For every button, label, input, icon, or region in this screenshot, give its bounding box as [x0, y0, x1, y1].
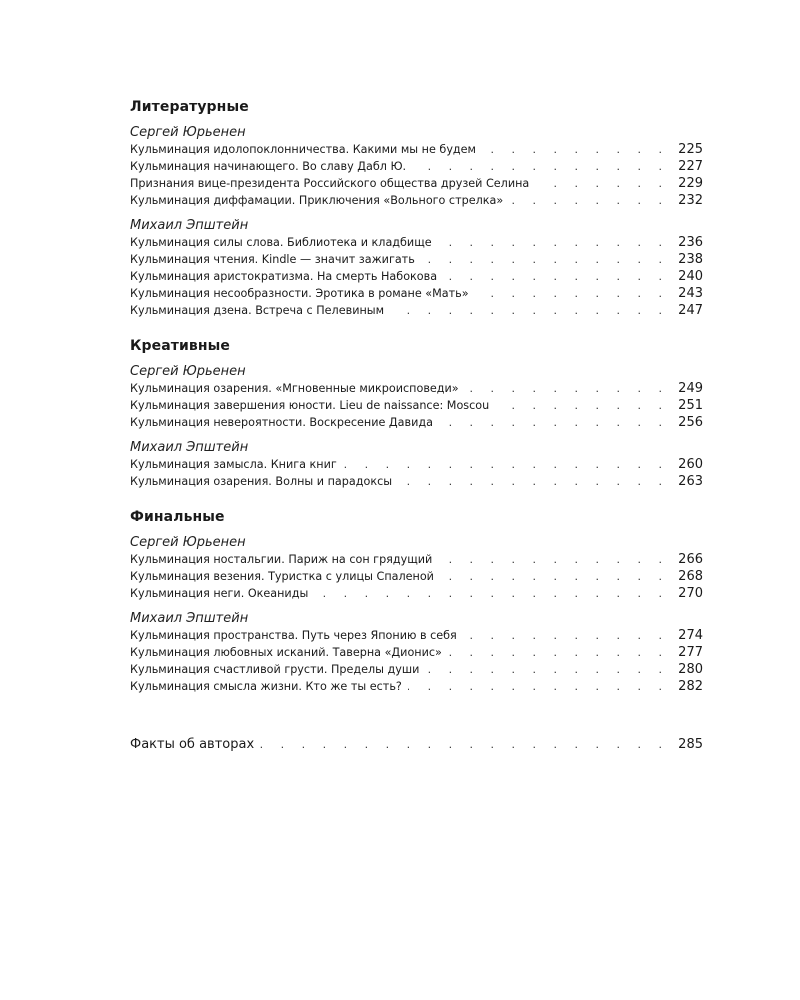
dot-leader — [495, 397, 669, 414]
toc-section — [130, 337, 703, 490]
author-name: Михаил Эпштейн — [130, 611, 249, 626]
table-of-contents — [130, 98, 703, 755]
toc-entry[interactable] — [130, 585, 703, 602]
entry-title: Факты об авторах — [130, 737, 255, 752]
entry-title: Кульминация аристократизма. На смерть Набокова — [130, 270, 438, 283]
dot-leader — [443, 268, 669, 285]
toc-entry[interactable] — [130, 251, 703, 268]
author-group — [130, 439, 703, 490]
author-name: Михаил Эпштейн — [130, 218, 249, 233]
page-number: 263 — [678, 474, 703, 489]
dot-leader — [509, 192, 669, 209]
toc-entry[interactable] — [130, 380, 703, 397]
page-number: 232 — [678, 193, 703, 208]
toc-entry[interactable] — [130, 551, 703, 568]
dot-leader — [260, 735, 669, 755]
dot-leader — [438, 234, 669, 251]
entry-title: Кульминация смысла жизни. Кто же ты есть? — [130, 680, 402, 693]
section-title: Креативные — [130, 338, 231, 354]
page-number: 268 — [678, 569, 703, 584]
dot-leader — [343, 456, 669, 473]
spacer — [130, 209, 703, 217]
page-number: 285 — [678, 737, 703, 752]
entry-title: Кульминация идолопоклонничества. Какими мы не будем — [130, 143, 476, 156]
toc-entry[interactable] — [130, 397, 703, 414]
dot-leader — [463, 627, 669, 644]
dot-leader — [448, 644, 669, 661]
page-number: 282 — [678, 679, 703, 694]
entry-title: Кульминация везения. Туристка с улицы Спаленой — [130, 570, 434, 583]
spacer — [130, 695, 703, 735]
author-group — [130, 217, 703, 319]
page-number: 277 — [678, 645, 703, 660]
dot-leader — [482, 141, 669, 158]
spacer — [130, 490, 703, 508]
dot-leader — [412, 158, 669, 175]
page-number: 260 — [678, 457, 703, 472]
page-number: 280 — [678, 662, 703, 677]
entry-title: Кульминация чтения. Kindle — значит зажигать — [130, 253, 415, 266]
spacer — [130, 116, 703, 124]
toc-entry[interactable] — [130, 473, 703, 490]
toc-entry-author-facts[interactable] — [130, 735, 703, 755]
author-name: Михаил Эпштейн — [130, 440, 249, 455]
entry-title: Кульминация несообразности. Эротика в романе «Мать» — [130, 287, 469, 300]
author-name: Сергей Юрьенен — [130, 125, 246, 140]
toc-entry[interactable] — [130, 192, 703, 209]
dot-leader — [425, 661, 669, 678]
page-number: 240 — [678, 269, 703, 284]
toc-entry[interactable] — [130, 568, 703, 585]
toc-entry[interactable] — [130, 158, 703, 175]
page-number: 243 — [678, 286, 703, 301]
entry-title: Признания вице-президента Российского общества друзей Селина — [130, 177, 530, 190]
author-name: Сергей Юрьенен — [130, 535, 246, 550]
spacer — [130, 602, 703, 610]
toc-entry[interactable] — [130, 678, 703, 695]
entry-title: Кульминация начинающего. Во славу Дабл Ю. — [130, 160, 407, 173]
page-number: 247 — [678, 303, 703, 318]
page-number: 266 — [678, 552, 703, 567]
entry-title: Кульминация озарения. Волны и парадоксы — [130, 475, 393, 488]
entry-title: Кульминация ностальгии. Париж на сон грядущий — [130, 553, 433, 566]
page-number: 274 — [678, 628, 703, 643]
dot-leader — [535, 175, 669, 192]
entry-title: Кульминация счастливой грусти. Пределы души — [130, 663, 420, 676]
entry-title: Кульминация неги. Океаниды — [130, 587, 309, 600]
toc-entry[interactable] — [130, 141, 703, 158]
toc-section — [130, 508, 703, 695]
toc-entry[interactable] — [130, 285, 703, 302]
dot-leader — [421, 251, 669, 268]
toc-entry[interactable] — [130, 302, 703, 319]
toc-entry[interactable] — [130, 414, 703, 431]
toc-entry[interactable] — [130, 268, 703, 285]
author-group — [130, 534, 703, 602]
dot-leader — [475, 285, 669, 302]
page-number: 249 — [678, 381, 703, 396]
entry-title: Кульминация любовных исканий. Таверна «Дионис» — [130, 646, 442, 659]
dot-leader — [314, 585, 669, 602]
dot-leader — [440, 568, 669, 585]
dot-leader — [439, 414, 669, 431]
entry-title: Кульминация дзена. Встреча с Пелевиным — [130, 304, 385, 317]
dot-leader — [438, 551, 669, 568]
author-group — [130, 124, 703, 209]
dot-leader — [408, 678, 669, 695]
entry-title: Кульминация озарения. «Мгновенные микроисповеди» — [130, 382, 459, 395]
toc-entry[interactable] — [130, 627, 703, 644]
entry-title: Кульминация замысла. Книга книг — [130, 458, 337, 471]
page-number: 251 — [678, 398, 703, 413]
toc-section — [130, 98, 703, 319]
spacer — [130, 526, 703, 534]
section-title: Финальные — [130, 509, 225, 525]
toc-entry[interactable] — [130, 644, 703, 661]
entry-title: Кульминация пространства. Путь через Японию в себя — [130, 629, 457, 642]
entry-title: Кульминация завершения юности. Lieu de naissance: Moscou — [130, 399, 490, 412]
page-number: 256 — [678, 415, 703, 430]
toc-entry[interactable] — [130, 175, 703, 192]
author-group — [130, 610, 703, 695]
dot-leader — [465, 380, 669, 397]
author-name: Сергей Юрьенен — [130, 364, 246, 379]
page-number: 236 — [678, 235, 703, 250]
dot-leader — [390, 302, 669, 319]
spacer — [130, 431, 703, 439]
page-number: 229 — [678, 176, 703, 191]
entry-title: Кульминация невероятности. Воскресение Давида — [130, 416, 433, 429]
dot-leader — [398, 473, 669, 490]
toc-entry[interactable] — [130, 456, 703, 473]
page-number: 270 — [678, 586, 703, 601]
section-title: Литературные — [130, 99, 249, 115]
entry-title: Кульминация диффамации. Приключения «Вольного стрелка» — [130, 194, 504, 207]
spacer — [130, 355, 703, 363]
spacer — [130, 319, 703, 337]
page-number: 225 — [678, 142, 703, 157]
entry-title: Кульминация силы слова. Библиотека и кладбище — [130, 236, 432, 249]
toc-entry[interactable] — [130, 661, 703, 678]
author-group — [130, 363, 703, 431]
toc-entry[interactable] — [130, 234, 703, 251]
page-number: 238 — [678, 252, 703, 267]
page-number: 227 — [678, 159, 703, 174]
